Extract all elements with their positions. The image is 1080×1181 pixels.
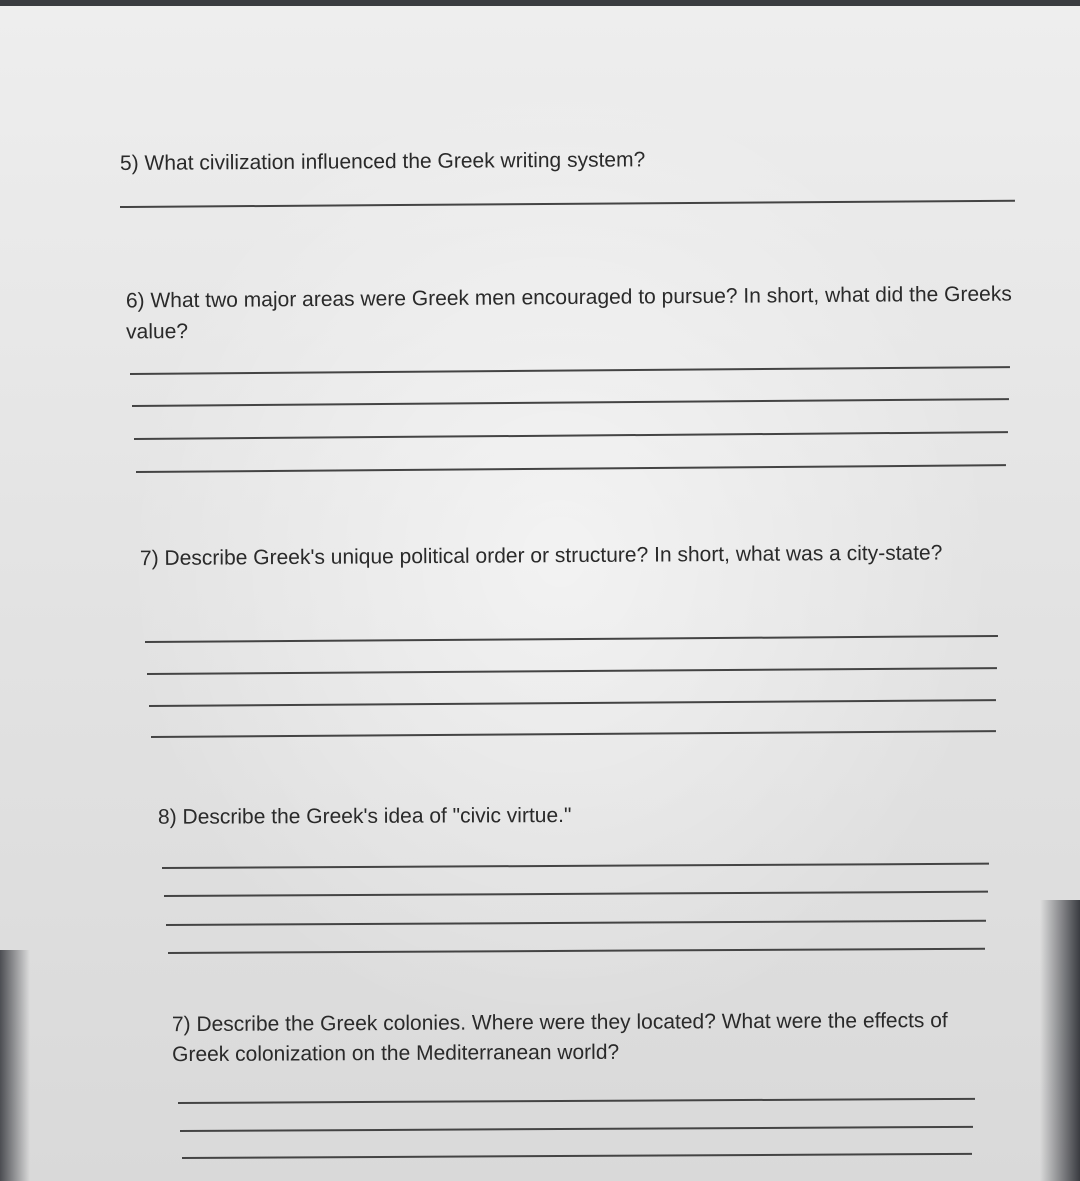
answer-line <box>180 1126 973 1132</box>
answer-line <box>162 863 989 869</box>
question-8: 8) Describe the Greek's idea of "civic virtue." <box>157 803 572 829</box>
question-5: 5) What civilization influenced the Greek writing system? <box>119 148 646 176</box>
answer-line <box>130 366 1010 375</box>
monitor-edge-left <box>0 950 30 1181</box>
answer-line <box>182 1153 972 1159</box>
answer-line <box>136 464 1006 473</box>
answer-line <box>168 948 985 954</box>
monitor-bezel <box>0 0 1080 6</box>
question-7-colonies: 7) Describe the Greek colonies. Where were they located? What were the effects of Greek colonization on the Mediterranean world? <box>171 1009 954 1067</box>
answer-line <box>145 635 998 643</box>
question-7-political-order: 7) Describe Greek's unique political order or structure? In short, what was a city-state? <box>139 541 943 571</box>
answer-line <box>178 1098 975 1104</box>
answer-line <box>120 200 1015 208</box>
answer-line <box>149 699 996 707</box>
question-6: 6) What two major areas were Greek men encouraged to pursue? In short, what did the Greeks value? <box>125 282 1018 344</box>
answer-line <box>147 667 997 675</box>
answer-line <box>164 891 988 897</box>
answer-line <box>151 730 996 738</box>
answer-line <box>132 398 1009 407</box>
answer-line <box>166 920 986 926</box>
answer-line <box>134 431 1008 440</box>
monitor-edge-right <box>1040 900 1080 1181</box>
